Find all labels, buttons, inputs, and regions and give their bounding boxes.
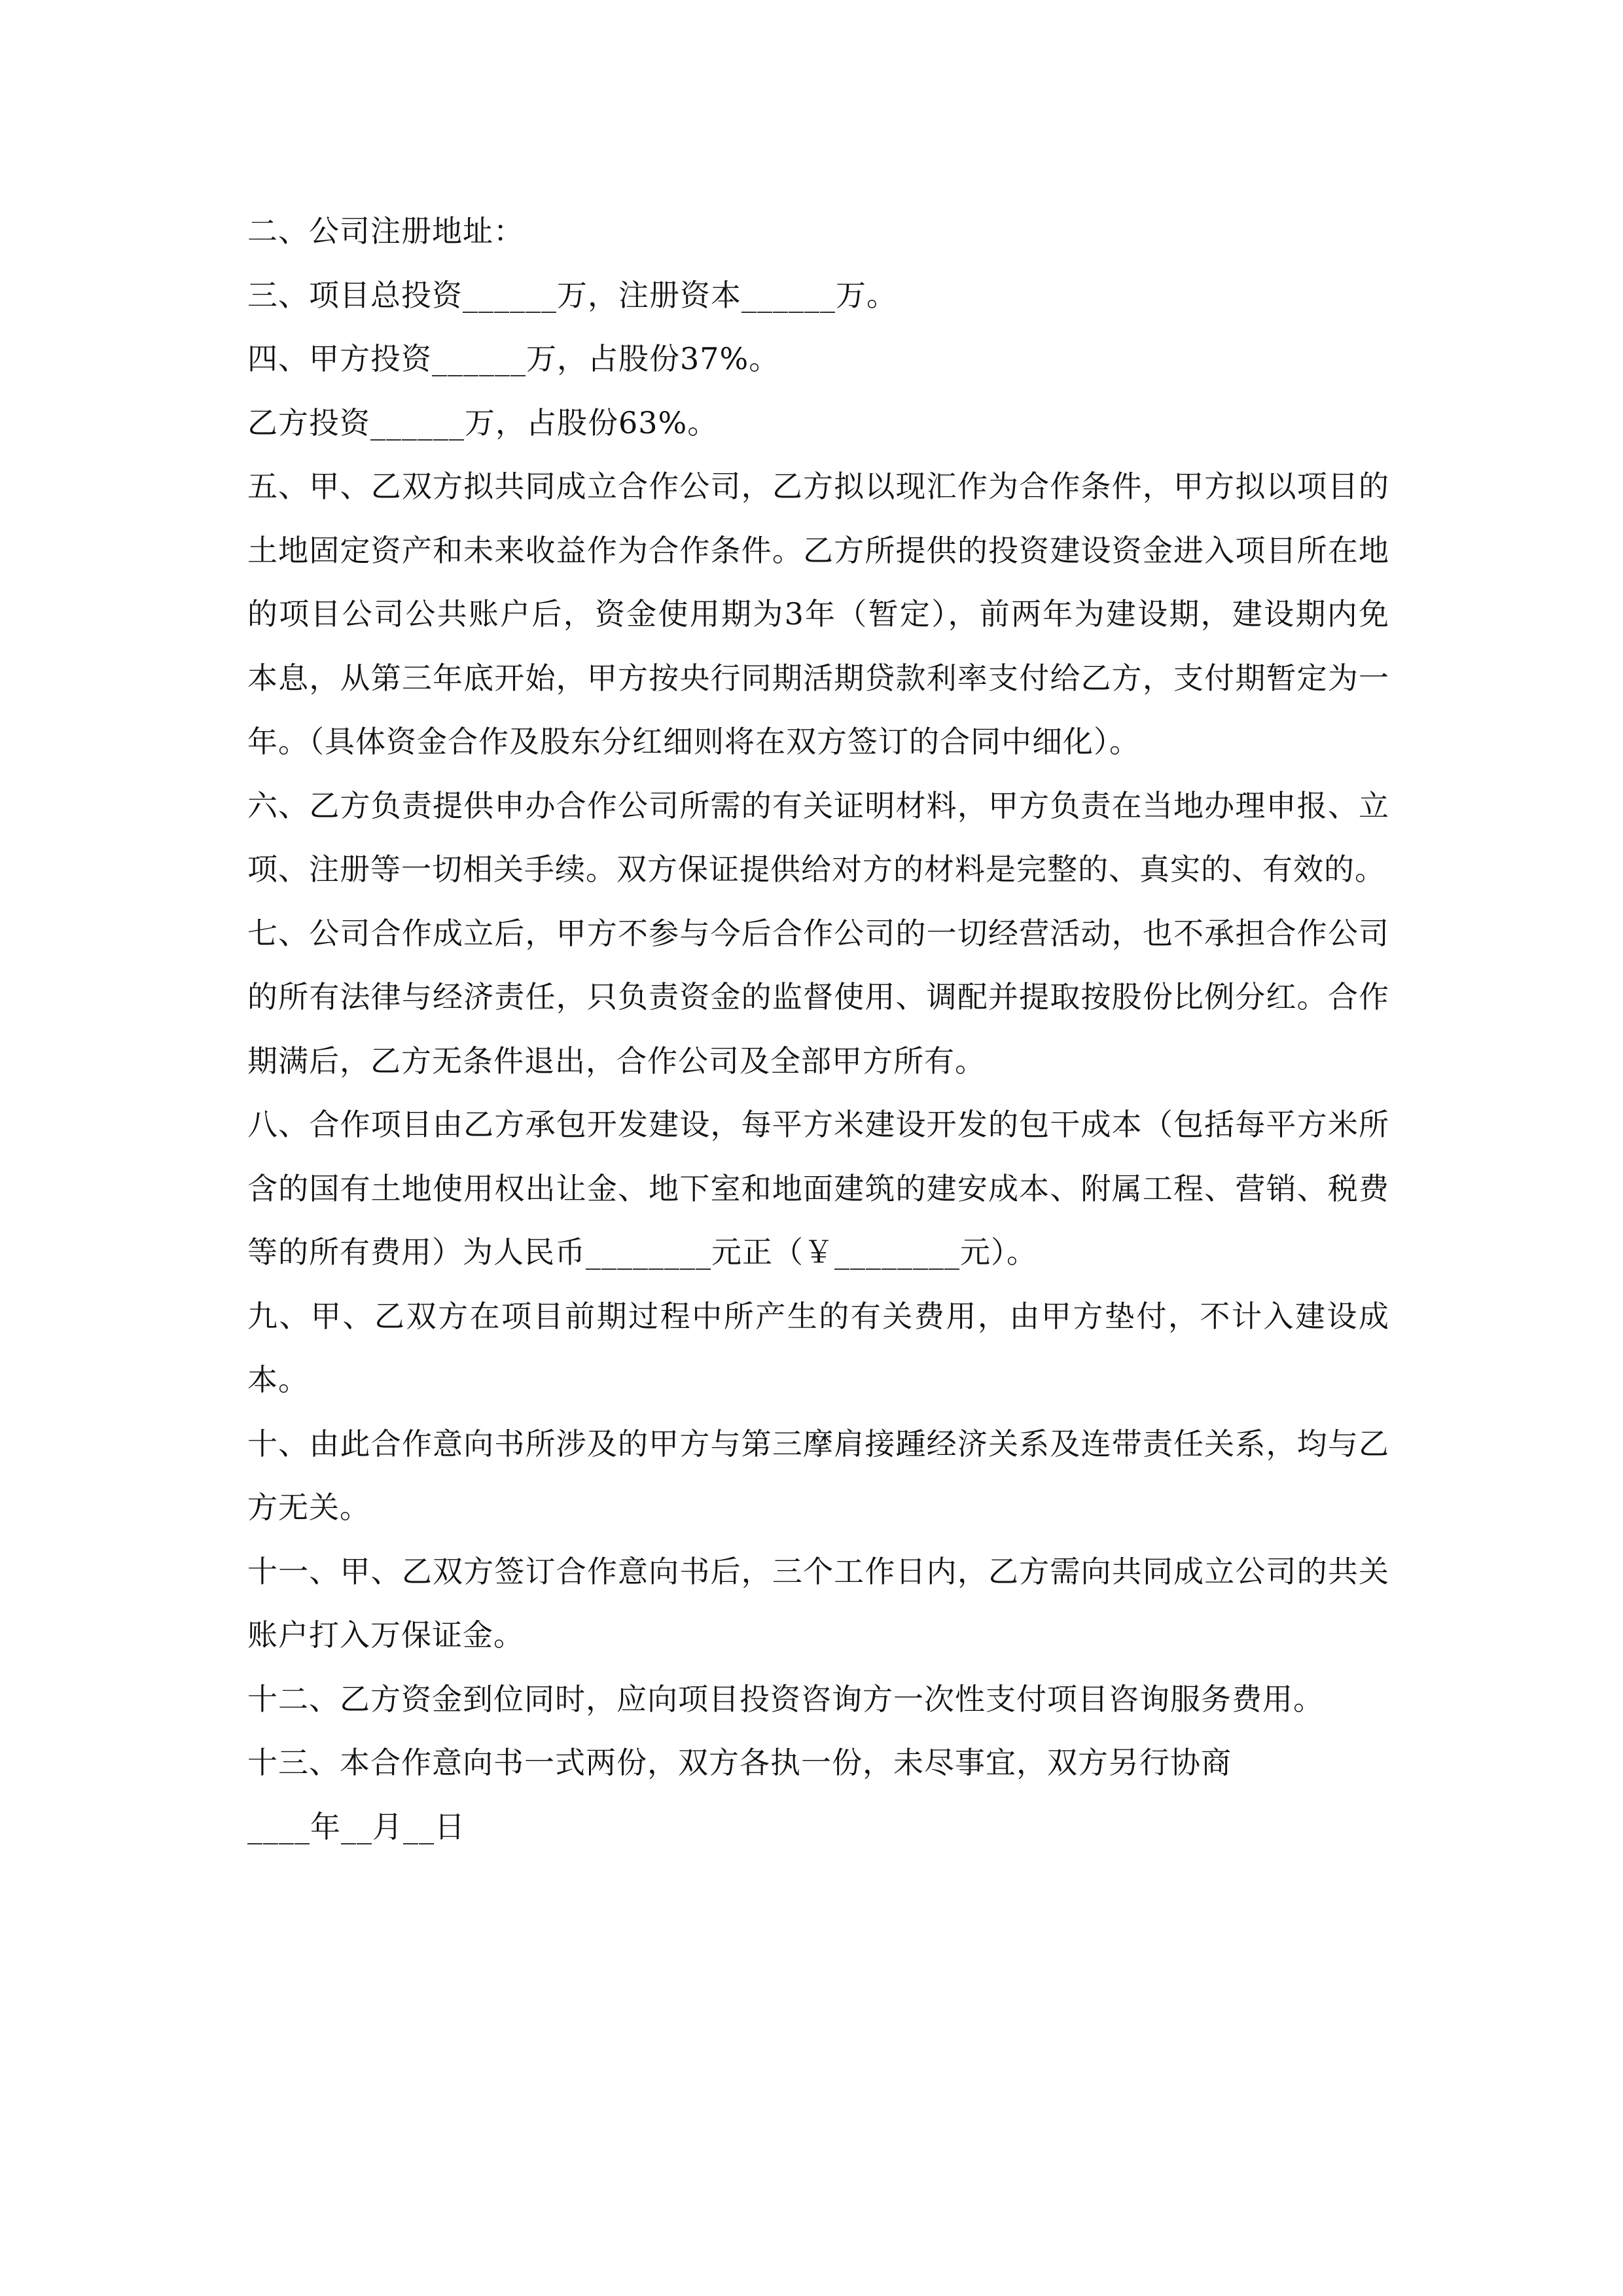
clause-8-construction-cost: 八、合作项目由乙方承包开发建设，每平方米建设开发的包干成本（包括每平方米所含的国有土地使用权出让金、地下室和地面建筑的建安成本、附属工程、营销、税费等的所有费用）为人民币________元正（￥________元）。	[247, 1107, 1389, 1270]
date-line: ____年__月__日	[247, 1808, 465, 1844]
clause-4-party-a-investment: 四、甲方投资______万，占股份37%。	[247, 341, 780, 376]
clause-4-party-b-investment: 乙方投资______万，占股份63%。	[247, 404, 719, 440]
clause-12-consulting-fee: 十二、乙方资金到位同时，应向项目投资咨询方一次性支付项目咨询服务费用。	[247, 1681, 1324, 1717]
clause-5-joint-company: 五、甲、乙双方拟共同成立合作公司，乙方拟以现汇作为合作条件，甲方拟以项目的土地固定资产和未来收益作为合作条件。乙方所提供的投资建设资金进入项目所在地的项目公司公共账户后，资金使用期为3年（暂定），前两年为建设期，建设期内免本息，从第三年底开始，甲方按央行同期活期贷款利率支付给乙方，支付期暂定为一年。（具体资金合作及股东分红细则将在双方签订的合同中细化）。	[247, 469, 1389, 759]
clause-6-documentation: 六、乙方负责提供申办合作公司所需的有关证明材料，甲方负责在当地办理申报、立项、注册等一切相关手续。双方保证提供给对方的材料是完整的、真实的、有效的。	[247, 787, 1389, 887]
clause-9-preliminary-costs: 九、甲、乙双方在项目前期过程中所产生的有关费用，由甲方垫付，不计入建设成本。	[247, 1298, 1389, 1397]
clause-3-total-investment: 三、项目总投资______万，注册资本______万。	[247, 277, 897, 313]
document-body	[247, 200, 1389, 1859]
clause-11-deposit: 十一、甲、乙双方签订合作意向书后，三个工作日内，乙方需向共同成立公司的共关账户打入万保证金。	[247, 1553, 1389, 1653]
clause-7-operations: 七、公司合作成立后，甲方不参与今后合作公司的一切经营活动，也不承担合作公司的所有法律与经济责任，只负责资金的监督使用、调配并提取按股份比例分红。合作期满后，乙方无条件退出，合作公司及全部甲方所有。	[247, 915, 1389, 1079]
clause-10-third-party: 十、由此合作意向书所涉及的甲方与第三摩肩接踵经济关系及连带责任关系，均与乙方无关。	[247, 1426, 1389, 1525]
clause-2-registered-address: 二、公司注册地址：	[247, 213, 524, 249]
clause-13-copies: 十三、本合作意向书一式两份，双方各执一份，未尽事宜，双方另行协商	[247, 1745, 1232, 1780]
